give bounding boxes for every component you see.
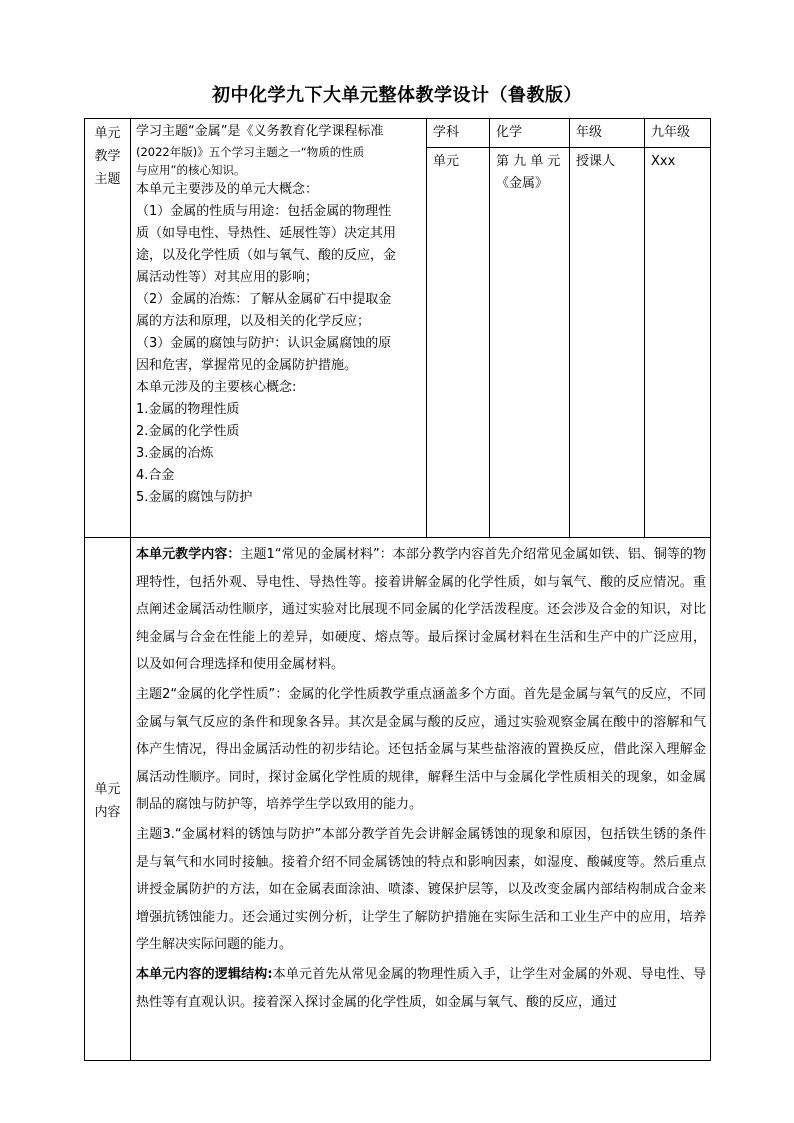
grade-value: 九年级 (645, 119, 711, 148)
unit-theme-label (85, 119, 131, 538)
content-heading: 本单元内容的逻辑结构: (136, 966, 273, 982)
content-text: 本单元首先从常见金属的物理性质入手，让学生对金属的外观、导电性、导热性等有直观认识。接着深入探讨金属的化学性质，如金属与氧气、酸的反应，通过 (136, 966, 706, 1010)
teacher-value: Xxx (645, 148, 711, 538)
subject-label: 学科 (427, 119, 490, 148)
label-line: 主题 (94, 172, 121, 187)
intro-line: 4.合金 (136, 468, 175, 483)
intro-line: 5.金属的腐蚀与防护 (136, 490, 253, 505)
unit-label: 单元 (427, 148, 490, 538)
intro-line: （2）金属的冶炼：了解从金属矿石中提取金 (136, 292, 392, 307)
intro-line: 质（如导电性、导热性、延展性等）决定其用 (136, 226, 397, 241)
intro-line: 2.金属的化学性质 (136, 424, 240, 439)
content-paragraph (136, 961, 706, 1016)
intro-line: (2022年版)》五个学习主题之一“物质的性质 (136, 145, 365, 159)
label-line: 单元 (94, 126, 121, 141)
unit-content-body (131, 538, 711, 1061)
intro-line: （1）金属的性质与用途：包括金属的物理性 (136, 204, 392, 219)
label-line: 单元 (94, 781, 121, 797)
content-text: 主题1“常见的金属材料”：本部分教学内容首先介绍常见金属如铁、铝、铜等的物理特性，包括外观、导电性、导热性等。接着讲解金属的化学性质，如与氧气、酸的反应情况。重点阐述金属活动性顺序，通过实验对比展现不同金属的化学活泼程度。还会涉及合金的知识，对比纯金属与合金在性能上的差异，如硬度、熔点等。最后探讨金属材料在生活和生产中的广泛应用，以及如何合理选择和使用金属材料。 (136, 547, 706, 673)
intro-line: 因和危害，掌握常见的金属防护措施。 (136, 358, 358, 373)
intro-line: 学习主题“金属”是《义务教育化学课程标准 (136, 124, 384, 139)
subject-value: 化学 (490, 119, 570, 148)
teacher-label: 授课人 (570, 148, 645, 538)
content-paragraph: 主题2“金属的化学性质”：金属的化学性质教学重点涵盖多个方面。首先是金属与氧气的反应，不同金属与氧气反应的条件和现象各异。其次是金属与酸的反应，通过实验观察金属在酸中的溶解和气体产生情况，得出金属活动性的初步结论。还包括金属与某些盐溶液的置换反应，借此深入理解金属活动性顺序。同时，探讨金属化学性质的规律，解释生活中与金属化学性质相关的现象，如金属制品的腐蚀与防护等，培养学生学以致用的能力。 (136, 686, 706, 813)
grade-label: 年级 (570, 119, 645, 148)
content-heading: 本单元教学内容： (136, 547, 241, 562)
label-line: 教学 (94, 149, 121, 164)
intro-line: 本单元涉及的主要核心概念: (136, 380, 297, 395)
intro-line: 3.金属的冶炼 (136, 446, 214, 461)
intro-line: 1.金属的物理性质 (136, 402, 240, 417)
unit-name: 《金属》 (496, 176, 549, 191)
intro-line: 与应用”的核心知识。 (136, 163, 246, 177)
content-paragraph (136, 541, 706, 679)
unit-number: 第 九 单 元 (496, 154, 561, 169)
content-paragraph: 主题3.“金属材料的锈蚀与防护”本部分教学首先会讲解金属锈蚀的现象和原因，包括铁生锈的条件是与氧气和水同时接触。接着介绍不同金属锈蚀的特点和影响因素，如湿度、酸碱度等。然后重点讲授金属防护的方法，如在金属表面涂油、喷漆、镀保护层等，以及改变金属内部结构制成合金来增强抗锈蚀能力。还会通过实例分析，让学生了解防护措施在实际生活和工业生产中的应用，培养学生解决实际问题的能力。 (136, 826, 706, 953)
unit-value (490, 148, 570, 538)
intro-line: 途，以及化学性质（如与氧气、酸的反应，金 (136, 248, 397, 263)
page-title: 初中化学九下大单元整体教学设计（鲁教版） (212, 85, 582, 106)
unit-content-label (85, 538, 131, 1061)
lesson-plan-table (84, 118, 711, 1061)
intro-line: 属活动性等）对其应用的影响； (136, 270, 319, 285)
label-line: 内容 (94, 804, 121, 820)
intro-line: 本单元主要涉及的单元大概念： (136, 182, 319, 197)
intro-line: 属的方法和原理，以及相关的化学反应； (136, 314, 371, 329)
unit-theme-intro (131, 119, 427, 538)
intro-line: （3）金属的腐蚀与防护：认识金属腐蚀的原 (136, 336, 392, 351)
